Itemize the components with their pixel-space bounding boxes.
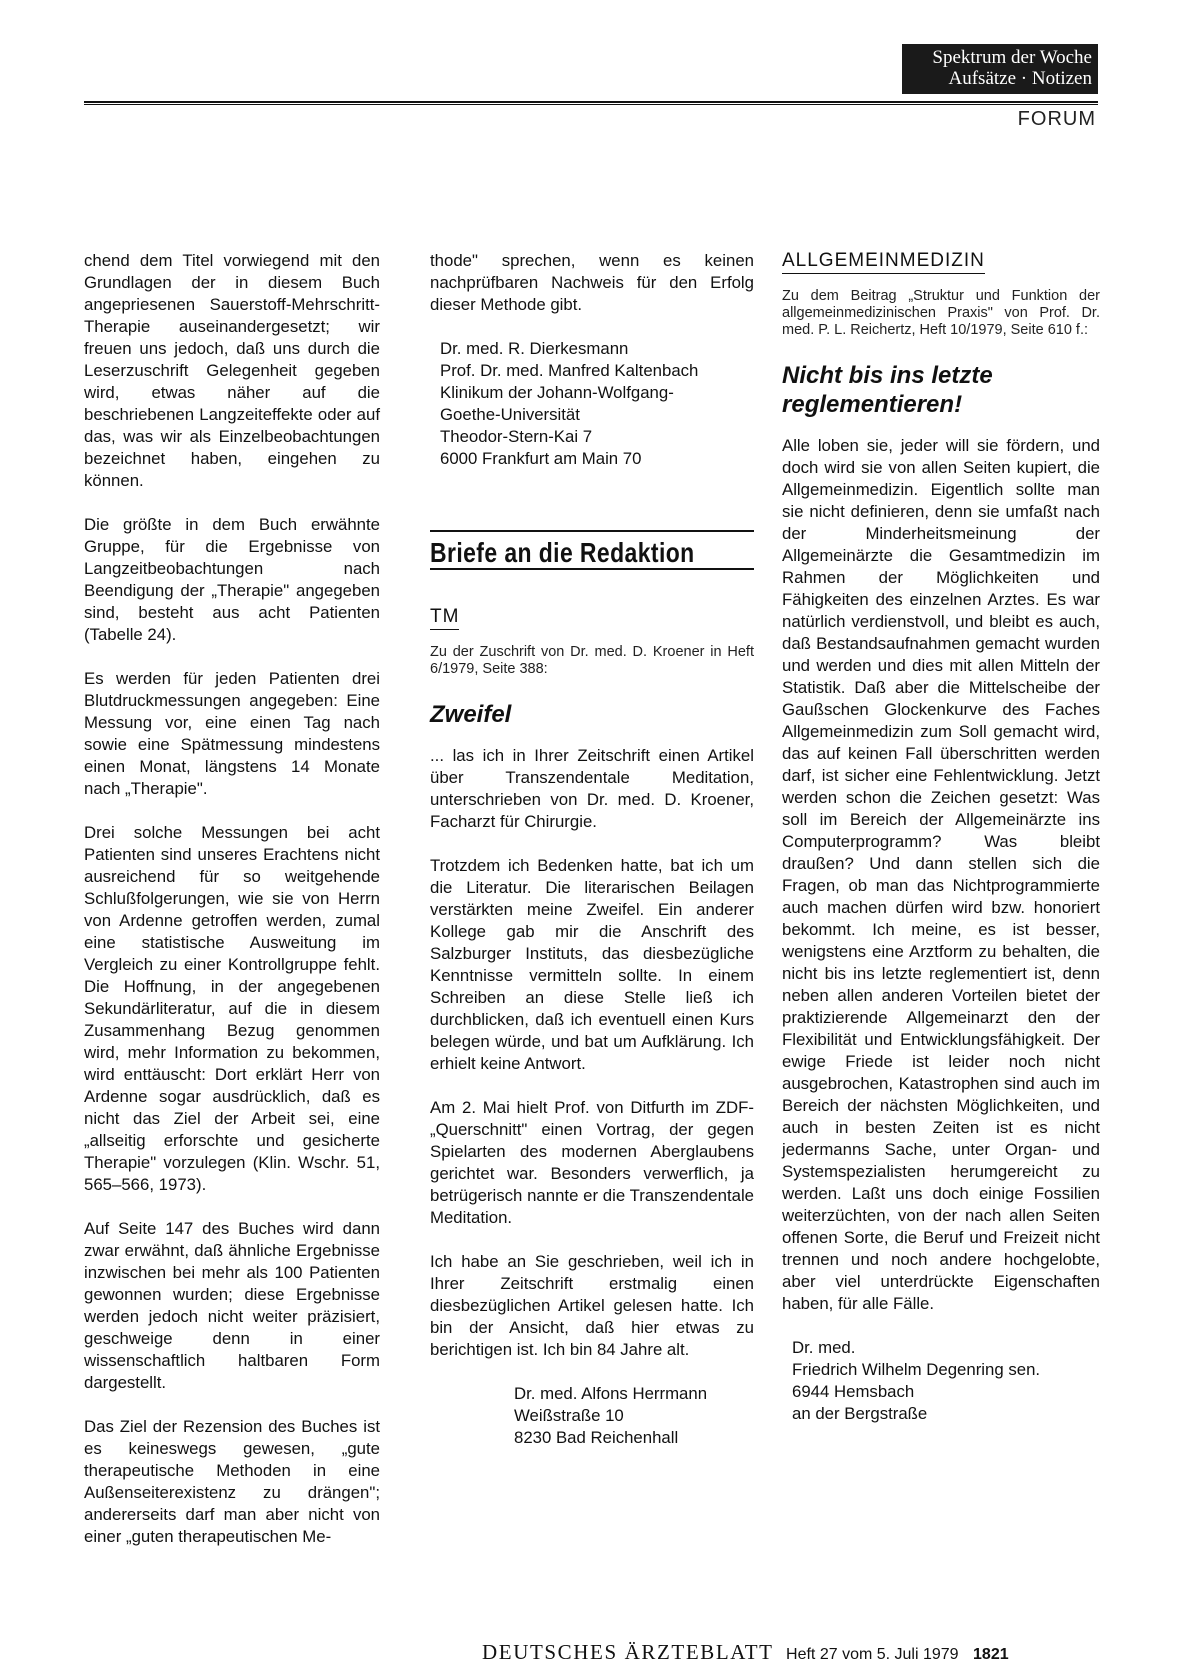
reference-note: Zu der Zuschrift von Dr. med. D. Kroener in Heft 6/1979, Seite 388:: [430, 644, 754, 677]
signature-line: 6944 Hemsbach: [792, 1382, 915, 1401]
heading-rule-top: [430, 530, 754, 532]
signature-line: Dr. med. R. Dierkesmann: [440, 339, 629, 358]
signature-line: Dr. med. Alfons Herrmann: [514, 1384, 708, 1403]
signature-line: Klinikum der Johann-Wolfgang-: [440, 383, 674, 402]
badge-subtitle: Aufsätze · Notizen: [948, 68, 1092, 89]
paragraph: Trotzdem ich Bedenken hatte, bat ich um die Literatur. Die literarischen Beilagen verstärkten meine Zweifel. Ein anderer Kollege gab mir die Anschrift des Salzburger Instituts, das diesbezügliche Kenntnisse vermitteln sollte. In einem Schreiben an diese Stelle ließ ich durchblicken, daß ich eventuell einen Kurs belegen würde, und bat um Aufklärung. Ich erhielt keine Antwort.: [430, 856, 754, 1073]
badge-title: Spektrum der Woche: [932, 47, 1092, 68]
paragraph: chend dem Titel vorwiegend mit den Grundlagen der in diesem Buch angepriesenen Sauerstoff-Mehrschritt-Therapie auseinandergesetzt; wir freuen uns jedoch, daß uns durch die Leserzuschrift Gelegenheit gegeben wird, etwas näher auf die beschriebenen Langzeiteffekte oder auf das, was wir als Einzelbeobachtungen bezeichnet haben, eingehen zu können.: [84, 251, 380, 490]
page-footer: [482, 1640, 1098, 1665]
paragraph: Drei solche Messungen bei acht Patienten sind unseres Erachtens nicht ausreichend für so weitgehende Schlußfolgerungen, wie sie von Herrn von Ardenne getroffen werden, zumal eine statistische Ausweitung im Vergleich zu einer Kontrollgruppe fehlt. Die Hoffnung, in der angegebenen Sekundärliteratur, auf die in diesem Zusammenhang Bezug genommen wird, mehr Information zu bekommen, wird enttäuscht: Dort erklärt Herr von Ardenne sogar ausdrücklich, daß es nicht das Ziel der Arbeit sei, eine „allseitig erforschte und gesicherte Therapie" vorzulegen (Klin. Wschr. 51, 565–566, 1973).: [84, 823, 380, 1194]
letter-title: Zweifel: [430, 701, 512, 728]
kicker: ALLGEMEINMEDIZIN: [782, 250, 985, 274]
paragraph: Das Ziel der Rezension des Buches ist es keineswegs gewesen, „gute therapeutische Methoden in eine Außenseiterexistenz zu drängen"; andererseits darf man aber nicht von einer „guten therapeutischen Me-: [84, 1417, 380, 1546]
column-1: [84, 250, 380, 1570]
section-badge: [902, 44, 1098, 94]
section-heading: Briefe an die Redaktion: [430, 537, 695, 568]
signature-block: [782, 1337, 1100, 1425]
reference-note: Zu dem Beitrag „Struktur und Funktion der allgemeinmedizinischen Praxis" von Prof. Dr. med. P. L. Reichertz, Heft 10/1979, Seite 610 f.:: [782, 288, 1100, 338]
signature-block: [430, 338, 754, 470]
paragraph: Es werden für jeden Patienten drei Blutdruckmessungen angegeben: Eine Messung vor, eine einen Tag nach sowie eine Spätmessung mindestens einen Monat, längstens 14 Monate nach „Therapie".: [84, 669, 380, 798]
section-label: FORUM: [1017, 108, 1096, 130]
heading-rule-bottom: [430, 568, 754, 570]
paragraph: ... las ich in Ihrer Zeitschrift einen Artikel über Transzendentale Meditation, unterschrieben von Dr. med. D. Kroener, Facharzt für Chirurgie.: [430, 746, 754, 831]
signature-line: Friedrich Wilhelm Degenring sen.: [792, 1360, 1041, 1379]
signature-line: an der Bergstraße: [792, 1404, 928, 1423]
paragraph: Am 2. Mai hielt Prof. von Ditfurth im ZDF-„Querschnitt" einen Vortrag, der gegen Spielarten des modernen Aberglaubens gerichtet war. Besonders verwerflich, ja betrügerisch nannte er die Transzendentale Meditation.: [430, 1098, 754, 1227]
column-3: [782, 250, 1100, 1425]
page-number: 1821: [973, 1646, 1009, 1663]
paragraph: Alle loben sie, jeder will sie fördern, und doch wird sie von allen Seiten kupiert, die Allgemeinmedizin. Eigentlich sollte man sie nicht definieren, denn sie umfaßt nach der Minderheitsmeinung der Allgemeinärzte die Gesamtmedizin im Rahmen der Möglichkeiten und Fähigkeiten des einzelnen Arztes. Es war natürlich verdienstvoll, und bleibt es auch, daß Bestandsaufnahmen gemacht wurden und werden und dies mit allen Mitteln der Statistik. Daß aber die Mittelscheibe der Gaußschen Glockenkurve des Faches Allgemeinmedizin zum Soll gemacht wird, das auf keinen Fall überschritten werden darf, ist sicher eine Fehlentwicklung. Jetzt werden schon die Zeichen gesetzt: Was soll im Bereich der Allgemeinärzte ins Computerprogramm? Was bleibt draußen? Und dann stellen sich die Fragen, ob man das Nichtprogrammierte auch machen dürfen wird bzw. honoriert bekommt. Ich meine, es ist besser, wenigstens eine Arztform zu behalten, die nicht bis ins letzte reglementiert ist, denn neben allen anderen Vorteilen bietet der praktizierende Allgemeinarzt den der Flexibilität und Entwicklungsfähigkeit. Der ewige Friede ist leider noch nicht ausgebrochen, Katastrophen sind auch im Bereich der nächsten Möglichkeiten, und auch in besten Zeiten ist es nicht jedermanns Sache, unter Organ- und Systemspezialisten herumgereicht zu werden. Laßt uns doch einige Fossilien weiterzüchten, von der nach allen Seiten offenen Sorte, die Beruf und Freizeit nicht trennen und noch andere hochgelobte, aber viel unterdrückte Eigenschaften haben, für alle Fälle.: [782, 436, 1100, 1313]
letter-title: Nicht bis ins letzte reglementieren!: [782, 362, 993, 418]
signature-line: Goethe-Universität: [440, 405, 580, 424]
paragraph: Ich habe an Sie geschrieben, weil ich in Ihrer Zeitschrift erstmalig einen diesbezüglichen Artikel gelesen hatte. Ich bin der Ansicht, daß hier etwas zu berichtigen ist. Ich bin 84 Jahre alt.: [430, 1252, 754, 1359]
header-rule: [84, 101, 1098, 103]
signature-line: Theodor-Stern-Kai 7: [440, 427, 593, 446]
issue-info: Heft 27 vom 5. Juli 1979: [786, 1646, 959, 1663]
paragraph: thode" sprechen, wenn es keinen nachprüfbaren Nachweis für den Erfolg dieser Methode gibt.: [430, 251, 754, 314]
kicker: TM: [430, 606, 459, 630]
signature-line: Prof. Dr. med. Manfred Kaltenbach: [440, 361, 699, 380]
journal-name: DEUTSCHES ÄRZTEBLATT: [482, 1640, 774, 1664]
column-2: [430, 250, 754, 1449]
signature-block: [430, 1383, 754, 1449]
signature-line: 6000 Frankfurt am Main 70: [440, 449, 642, 468]
signature-line: Weißstraße 10: [514, 1406, 624, 1425]
paragraph: Die größte in dem Buch erwähnte Gruppe, für die Ergebnisse von Langzeitbeobachtungen nach Beendigung der „Therapie" angegeben sind, besteht aus acht Patienten (Tabelle 24).: [84, 515, 380, 644]
signature-line: 8230 Bad Reichenhall: [514, 1428, 679, 1447]
paragraph: Auf Seite 147 des Buches wird dann zwar erwähnt, daß ähnliche Ergebnisse inzwischen bei mehr als 100 Patienten gewonnen wurden; diese Ergebnisse werden jedoch nicht weiter präzisiert, geschweige denn in einer wissenschaftlich haltbaren Form dargestellt.: [84, 1219, 380, 1392]
signature-line: Dr. med.: [792, 1338, 856, 1357]
header-rule-thin: [84, 104, 1098, 105]
